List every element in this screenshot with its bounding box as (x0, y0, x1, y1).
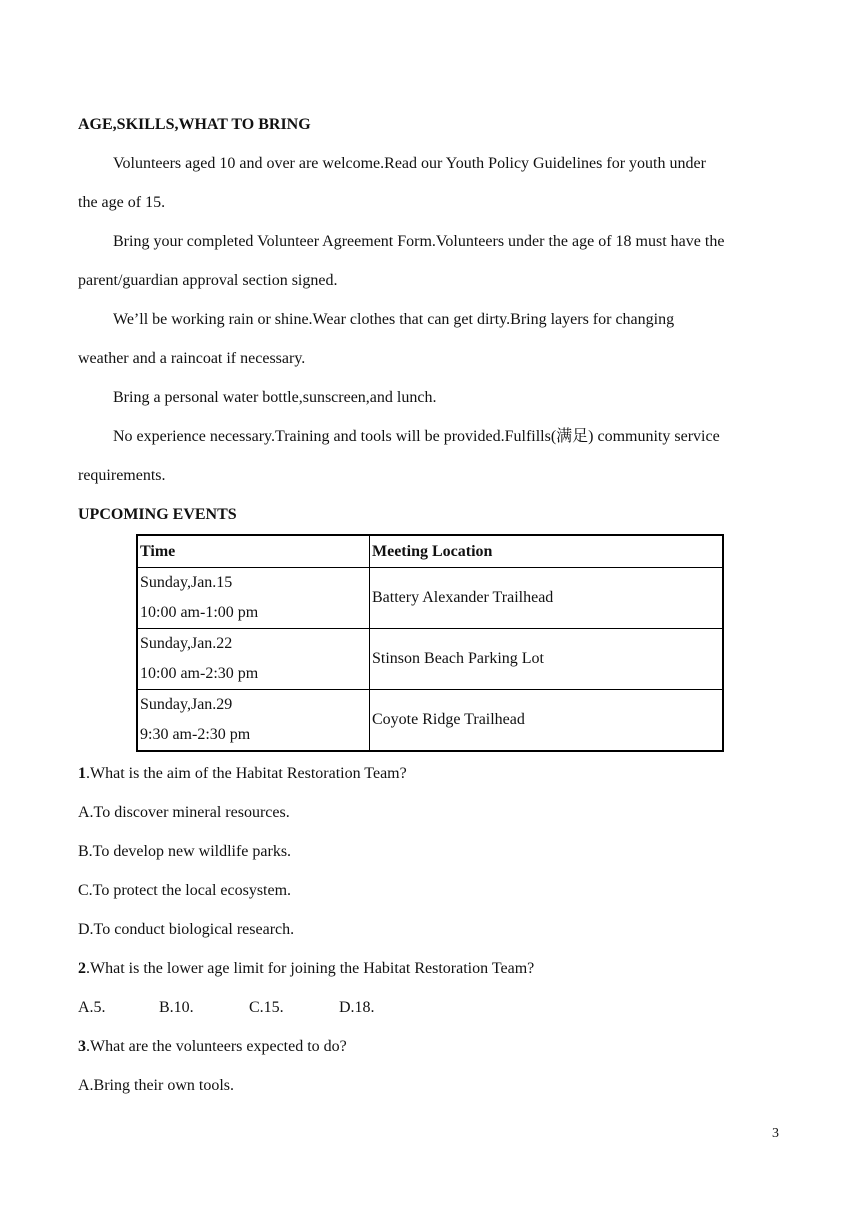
question-text: .What are the volunteers expected to do? (86, 1038, 347, 1055)
page-number: 3 (772, 1126, 779, 1141)
option-c: C.To protect the local ecosystem. (78, 882, 292, 899)
event-location: Battery Alexander Trailhead (370, 568, 724, 629)
question-text: .What is the lower age limit for joining the Habitat Restoration Team? (86, 960, 535, 977)
option-d: D.18. (339, 999, 375, 1016)
paragraph-line: We’ll be working rain or shine.Wear clothes that can get dirty.Bring layers for changing (113, 311, 675, 328)
question-text: .What is the aim of the Habitat Restoration Team? (86, 765, 407, 782)
event-date: Sunday,Jan.15 (140, 574, 233, 591)
question-2 (78, 959, 534, 979)
table-row (137, 568, 723, 629)
column-header-time: Time (137, 535, 370, 568)
option-b: B.10. (159, 999, 194, 1016)
event-date: Sunday,Jan.22 (140, 635, 233, 652)
table-header-row (137, 535, 723, 568)
table-row (137, 690, 723, 752)
paragraph-line: Bring a personal water bottle,sunscreen,and lunch. (113, 389, 437, 406)
option-a: A.Bring their own tools. (78, 1077, 234, 1094)
paragraph-line: the age of 15. (78, 194, 166, 211)
option-b: B.To develop new wildlife parks. (78, 843, 292, 860)
events-table (136, 534, 724, 752)
option-a: A.5. (78, 999, 106, 1016)
question-number: 1 (78, 765, 86, 782)
event-time-cell (137, 568, 370, 629)
paragraph-line: Bring your completed Volunteer Agreement Form.Volunteers under the age of 18 must have the (113, 233, 725, 250)
paragraph-line: No experience necessary.Training and tools will be provided.Fulfills(满足) community service (113, 428, 720, 445)
question-number: 3 (78, 1038, 86, 1055)
options-row (78, 998, 375, 1018)
event-time-cell (137, 629, 370, 690)
section-heading-age-skills: AGE,SKILLS,WHAT TO BRING (78, 116, 311, 133)
column-header-location: Meeting Location (370, 535, 724, 568)
option-a: A.To discover mineral resources. (78, 804, 290, 821)
event-location: Coyote Ridge Trailhead (370, 690, 724, 752)
paragraph-line: requirements. (78, 467, 166, 484)
section-heading-upcoming-events: UPCOMING EVENTS (78, 506, 237, 523)
paragraph-line: Volunteers aged 10 and over are welcome.Read our Youth Policy Guidelines for youth under (113, 155, 706, 172)
question-number: 2 (78, 960, 86, 977)
event-time-cell (137, 690, 370, 752)
event-date: Sunday,Jan.29 (140, 696, 233, 713)
question-3 (78, 1037, 347, 1057)
event-hours: 10:00 am-2:30 pm (140, 665, 259, 682)
event-location: Stinson Beach Parking Lot (370, 629, 724, 690)
option-c: C.15. (249, 999, 284, 1016)
paragraph-line: weather and a raincoat if necessary. (78, 350, 306, 367)
paragraph-line: parent/guardian approval section signed. (78, 272, 338, 289)
table-row (137, 629, 723, 690)
question-1 (78, 764, 407, 784)
event-hours: 10:00 am-1:00 pm (140, 604, 259, 621)
option-d: D.To conduct biological research. (78, 921, 295, 938)
event-hours: 9:30 am-2:30 pm (140, 726, 251, 743)
